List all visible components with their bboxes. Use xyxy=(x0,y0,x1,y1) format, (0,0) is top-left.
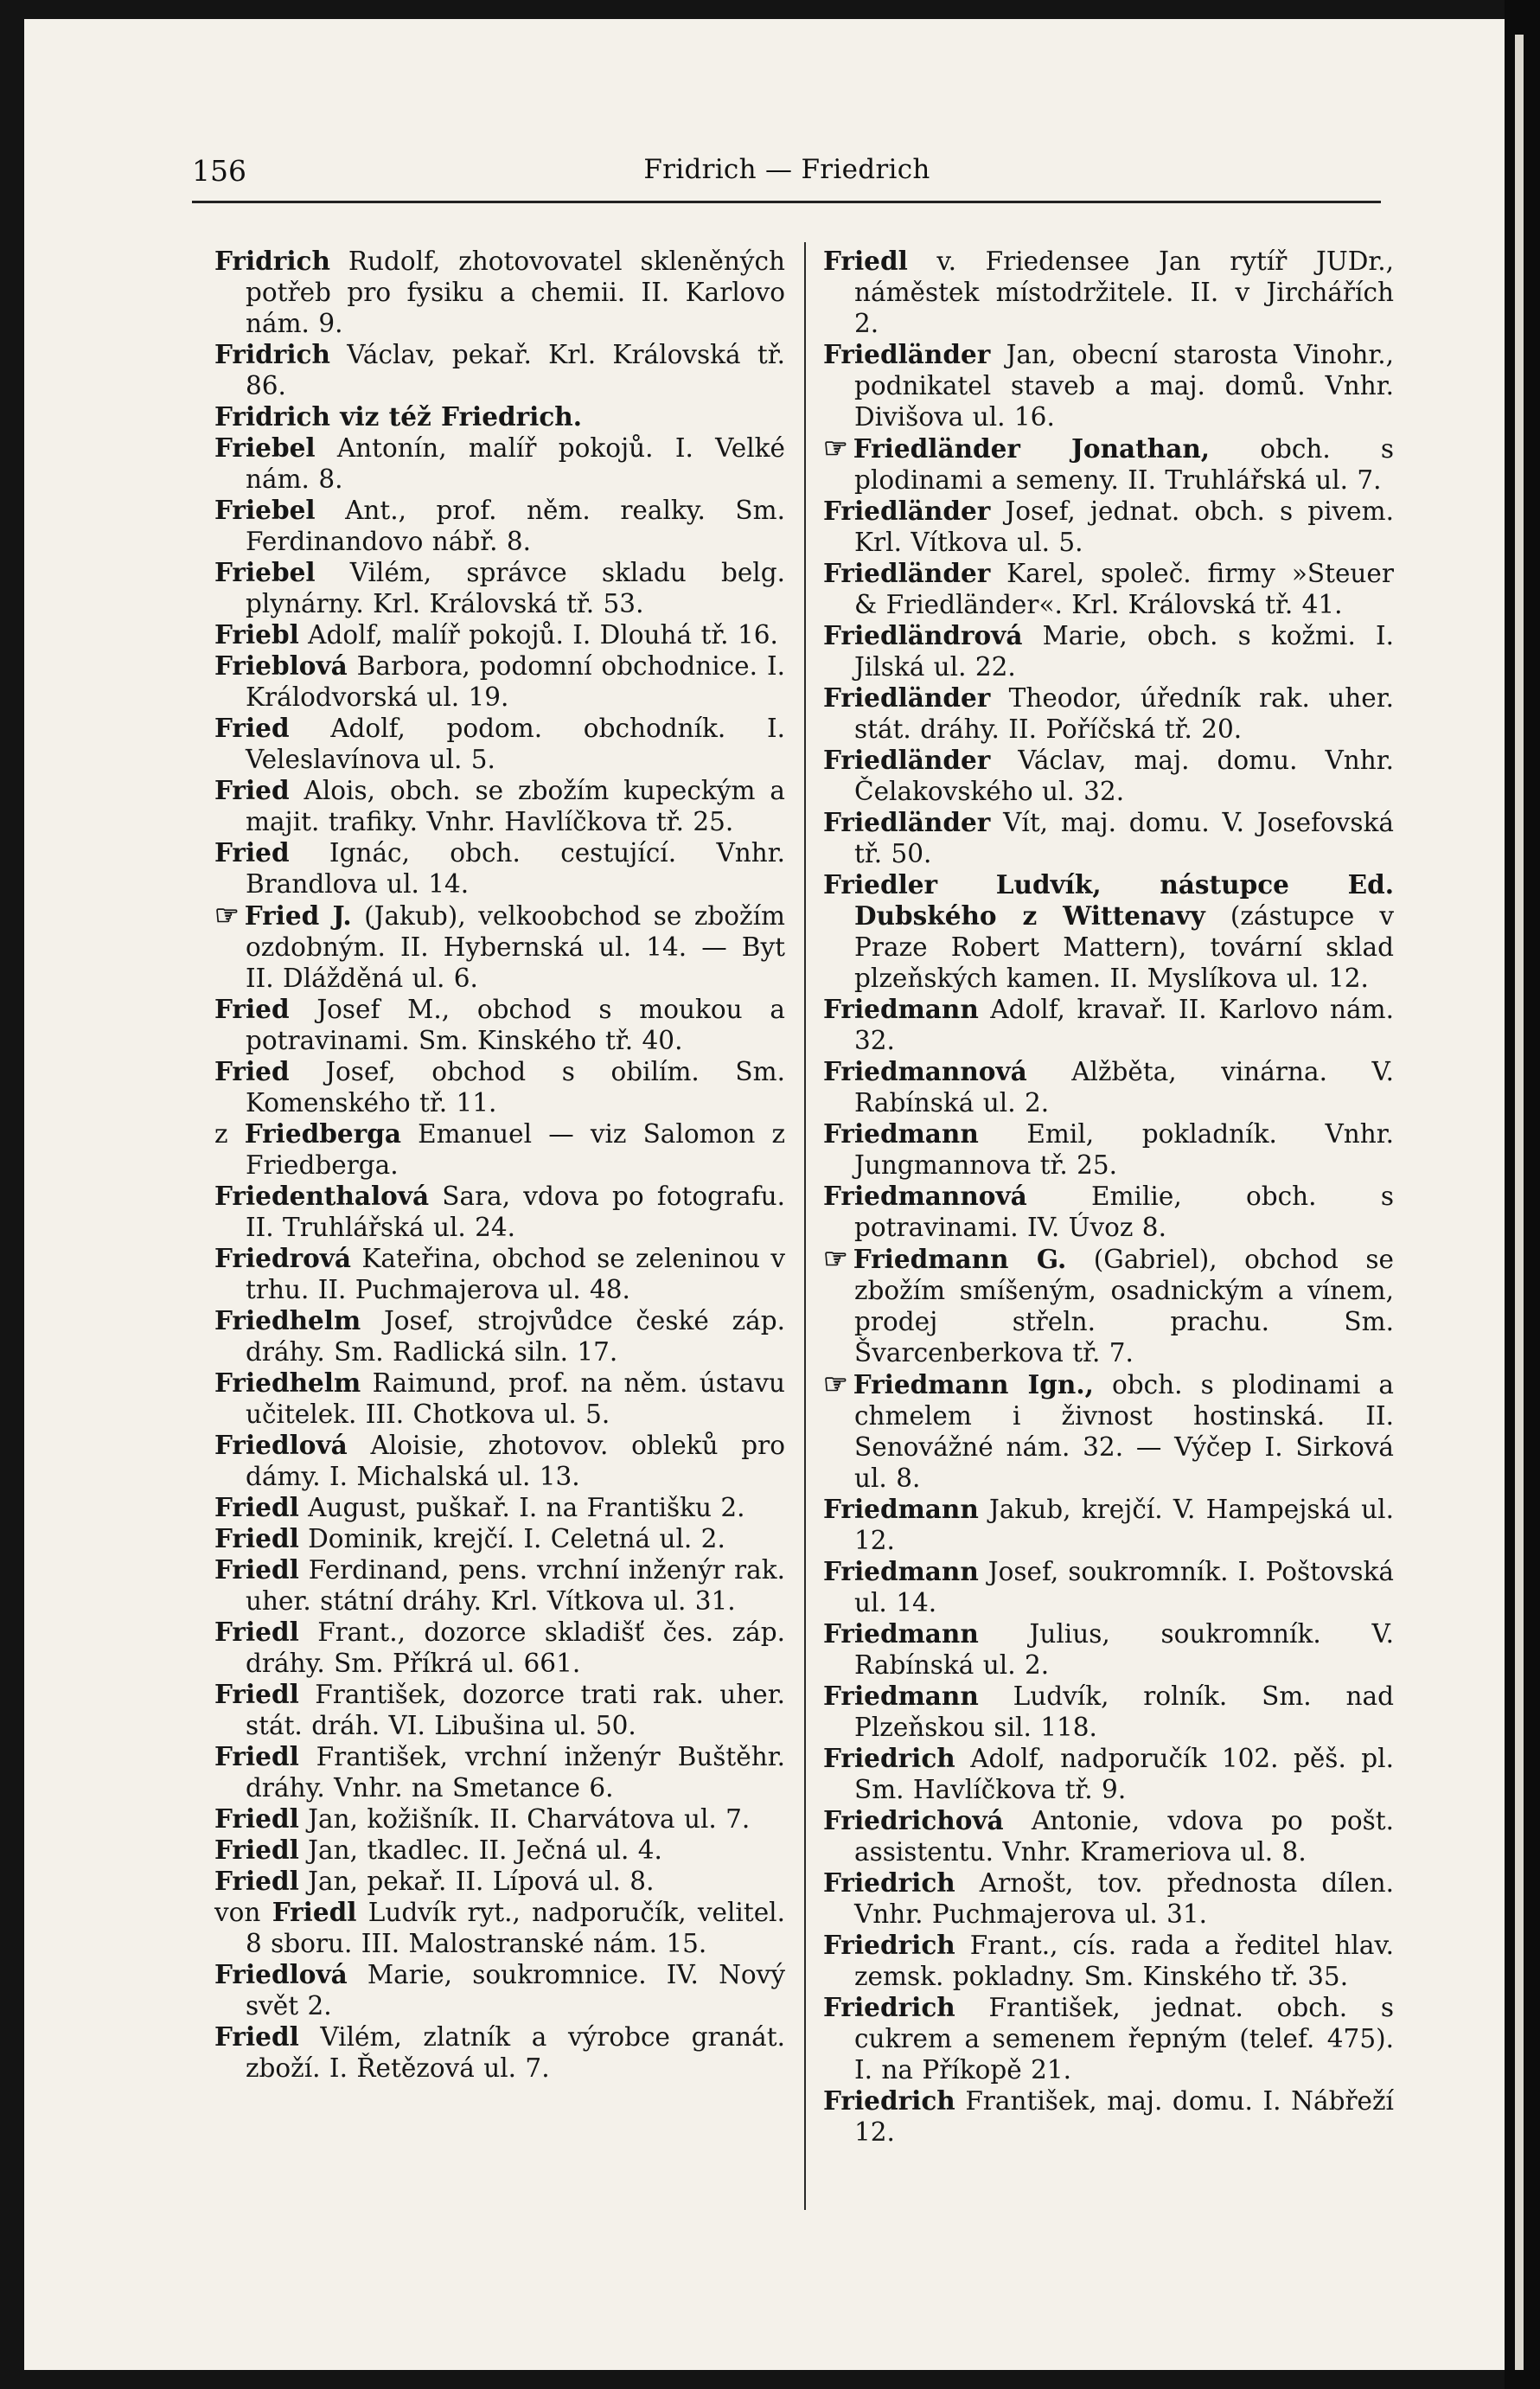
directory-entry xyxy=(214,557,785,619)
entry-details: Aloisie, zhotovov. obleků pro dámy. I. Michalská ul. 13. xyxy=(246,1431,785,1491)
entry-details: František, vrchní inženýr Buštěhr. dráhy. Vnhr. na Smetance 6. xyxy=(246,1742,785,1803)
entry-name: Fridrich viz též Friedrich. xyxy=(214,401,583,432)
directory-entry xyxy=(214,1835,785,1866)
entry-name: Friedländer xyxy=(823,745,991,775)
entry-name: Friedenthalová xyxy=(214,1181,430,1211)
running-title: Fridrich — Friedrich xyxy=(643,154,930,185)
entry-details: Josef, soukromník. I. Poštovská ul. 14. xyxy=(854,1557,1394,1617)
directory-entry xyxy=(214,900,785,994)
entry-name: Friedländer xyxy=(823,682,991,713)
entry-details: Arnošt, tov. přednosta dílen. Vnhr. Puchmajerova ul. 31. xyxy=(854,1868,1394,1929)
entry-name: Friedl xyxy=(823,246,908,276)
entry-name: Friebel xyxy=(214,432,316,463)
entry-name: Fridrich xyxy=(214,339,330,369)
pointing-hand-icon: ☞ xyxy=(214,899,240,932)
entry-details: Ant., prof. něm. realky. Sm. Ferdinandovo nábř. 8. xyxy=(246,496,785,556)
entry-name: Friedländer xyxy=(823,807,991,837)
entry-name: Friedhelm xyxy=(214,1305,361,1335)
entry-name: Friedmann G. xyxy=(853,1244,1067,1274)
page-number: 156 xyxy=(192,154,246,188)
entry-details: Alois, obch. se zbožím kupeckým a majit. trafiky. Vnhr. Havlíčkova tř. 25. xyxy=(246,776,785,836)
directory-entry xyxy=(214,1679,785,1741)
directory-entry xyxy=(214,1523,785,1554)
entry-details: Marie, soukromnice. IV. Nový svět 2. xyxy=(246,1960,785,2021)
directory-entry xyxy=(214,994,785,1056)
entry-name: Friedmann xyxy=(823,1618,979,1649)
directory-entry xyxy=(823,1368,1394,1494)
entry-name: Friedrich xyxy=(823,2085,955,2116)
entry-details: Adolf, nadporučík 102. pěš. pl. Sm. Havlíčkova tř. 9. xyxy=(854,1744,1394,1804)
entry-details: Julius, soukromník. V. Rabínská ul. 2. xyxy=(854,1619,1394,1680)
entry-details: Theodor, úředník rak. uher. stát. dráhy. II. Poříčská tř. 20. xyxy=(854,683,1394,744)
entry-name: Friedl xyxy=(214,1554,299,1585)
directory-entry xyxy=(823,2085,1394,2148)
directory-entry xyxy=(214,1305,785,1367)
directory-entry xyxy=(214,1243,785,1305)
entry-name: Friedler Ludvík, nástupce Ed. Dubského z Wittenavy xyxy=(823,869,1394,931)
entry-prefix: z xyxy=(214,1119,245,1149)
entry-details: Josef, jednat. obch. s pivem. Krl. Vítkova ul. 5. xyxy=(854,496,1394,557)
entry-details: František, maj. domu. I. Nábřeží 12. xyxy=(854,2086,1394,2147)
entry-name: Friedrová xyxy=(214,1243,352,1273)
entry-details: Emilie, obch. s potravinami. IV. Úvoz 8. xyxy=(854,1182,1394,1242)
directory-entry xyxy=(214,775,785,837)
entry-name: Friedl xyxy=(214,1679,299,1709)
entry-details: August, puškař. I. na Františku 2. xyxy=(298,1493,745,1522)
directory-entry xyxy=(823,339,1394,432)
entry-name: Friedlová xyxy=(214,1430,348,1460)
directory-entry xyxy=(214,432,785,495)
entry-name: Fridrich xyxy=(214,246,330,276)
directory-entry xyxy=(214,1959,785,2021)
entry-name: Friedländrová xyxy=(823,620,1023,650)
directory-entry xyxy=(823,1743,1394,1805)
directory-entry xyxy=(823,432,1394,496)
directory-entry xyxy=(214,1866,785,1897)
directory-entry xyxy=(823,807,1394,869)
directory-entry xyxy=(214,1897,785,1959)
directory-entry xyxy=(823,496,1394,558)
entry-details: Antonie, vdova po pošt. assistentu. Vnhr. Krameriova ul. 8. xyxy=(854,1806,1394,1867)
entry-details: Frant., dozorce skladišť čes. záp. dráhy. Sm. Příkrá ul. 661. xyxy=(246,1617,785,1678)
entry-details: František, dozorce trati rak. uher. stát. dráh. VI. Libušina ul. 50. xyxy=(246,1680,785,1740)
entry-details: Barbora, podomní obchodnice. I. Králodvorská ul. 19. xyxy=(246,651,785,712)
entry-name: Fried xyxy=(214,1056,290,1086)
entry-details: obch. s plodinami a chmelem i živnost hostinská. II. Senovážné nám. 32. — Výčep I. Sirková ul. 8. xyxy=(854,1370,1395,1493)
entry-details: Raimund, prof. na něm. ústavu učitelek. III. Chotkova ul. 5. xyxy=(246,1368,785,1429)
entry-name: Friebl xyxy=(214,619,299,650)
entry-name: Friedländer xyxy=(823,339,991,369)
header-rule xyxy=(192,201,1381,203)
entry-details: Dominik, krejčí. I. Celetná ul. 2. xyxy=(298,1524,725,1553)
directory-entry xyxy=(823,1805,1394,1867)
entry-details: Emil, pokladník. Vnhr. Jungmannova tř. 25. xyxy=(854,1119,1394,1180)
entry-details: obch. s plodinami a semeny. II. Truhlářská ul. 7. xyxy=(854,434,1394,495)
directory-entry xyxy=(214,1430,785,1492)
entry-details: Jan, tkadlec. II. Ječná ul. 4. xyxy=(298,1835,662,1865)
entry-details: Jakub, krejčí. V. Hampejská ul. 12. xyxy=(854,1495,1394,1555)
entry-details: (zástupce v Praze Robert Mattern), tovární sklad plzeňských kamen. II. Myslíkova ul. 12. xyxy=(854,901,1394,993)
entry-details: Jan, kožišník. II. Charvátova ul. 7. xyxy=(298,1804,751,1834)
entry-details: Emanuel — viz Salomon z Friedberga. xyxy=(246,1119,785,1180)
entry-name: Friebel xyxy=(214,557,316,587)
directory-entry xyxy=(823,1618,1394,1681)
directory-entry xyxy=(214,1741,785,1803)
column-divider xyxy=(804,242,806,2210)
entry-details: Ferdinand, pens. vrchní inženýr rak. uher. státní dráhy. Krl. Vítkova ul. 31. xyxy=(246,1555,785,1616)
entry-name: Friedl xyxy=(214,1523,299,1553)
directory-entry xyxy=(823,1243,1394,1368)
directory-entry xyxy=(214,1367,785,1430)
entry-details: Adolf, malíř pokojů. I. Dlouhá tř. 16. xyxy=(298,620,778,650)
directory-entry xyxy=(214,246,785,339)
entry-name: Friedl xyxy=(214,1835,299,1865)
entry-details: František, jednat. obch. s cukrem a semenem řepným (telef. 475). I. na Příkopě 21. xyxy=(854,1993,1394,2085)
entry-name: Friedhelm xyxy=(214,1367,361,1398)
directory-entry xyxy=(823,682,1394,745)
entry-name: Friedlová xyxy=(214,1959,348,1989)
entry-details: Václav, pekař. Krl. Královská tř. 86. xyxy=(246,340,785,400)
directory-entry xyxy=(823,1118,1394,1181)
entry-name: Friedländer xyxy=(823,496,991,526)
directory-entry xyxy=(823,1556,1394,1618)
entry-name: Friedl xyxy=(272,1897,357,1927)
directory-entry xyxy=(823,1930,1394,1992)
entry-details: Vilém, zlatník a výrobce granát. zboží. I. Řetězová ul. 7. xyxy=(246,2022,785,2083)
next-page-edge xyxy=(1515,35,1524,2370)
entry-name: Friebel xyxy=(214,495,316,525)
entry-details: Jan, obecní starosta Vinohr., podnikatel staveb a maj. domů. Vnhr. Divišova ul. 16. xyxy=(854,340,1394,432)
entry-details: Antonín, malíř pokojů. I. Velké nám. 8. xyxy=(246,433,785,494)
directory-entry xyxy=(214,1803,785,1835)
directory-entry xyxy=(823,869,1394,994)
directory-entry xyxy=(823,1681,1394,1743)
entry-name: Fried xyxy=(214,713,290,743)
entry-details: Vilém, správce skladu belg. plynárny. Krl. Královská tř. 53. xyxy=(246,558,785,618)
entry-name: Friedländer Jonathan, xyxy=(853,433,1211,464)
entry-details: (Gabriel), obchod se zbožím smíšeným, osadnickým a vínem, prodej střeln. prachu. Sm. Švarcenberkova tř. 7. xyxy=(854,1245,1394,1367)
directory-entry xyxy=(214,401,785,432)
entry-details: Josef, strojvůdce české záp. dráhy. Sm. Radlická siln. 17. xyxy=(246,1306,785,1367)
entry-details: Frant., cís. rada a ředitel hlav. zemsk. pokladny. Sm. Kinského tř. 35. xyxy=(854,1931,1394,1991)
entry-details: Jan, pekař. II. Lípová ul. 8. xyxy=(298,1867,655,1896)
entry-details: Karel, společ. firmy »Steuer & Friedländer«. Krl. Královská tř. 41. xyxy=(854,559,1394,619)
entry-name: Fried xyxy=(214,837,290,868)
directory-entry xyxy=(214,713,785,775)
entry-name: Fried xyxy=(214,994,290,1024)
entry-name: Friedmann xyxy=(823,1556,979,1586)
entry-name: Friedmann Ign., xyxy=(853,1369,1094,1399)
entry-name: Friedrich xyxy=(823,1867,955,1898)
directory-entry xyxy=(823,994,1394,1056)
entry-name: Friedl xyxy=(214,1866,299,1896)
entry-name: Friedmann xyxy=(823,994,979,1024)
entry-name: Friedmannová xyxy=(823,1056,1027,1086)
entry-name: Friedmann xyxy=(823,1494,979,1524)
directory-entry xyxy=(214,2021,785,2084)
entry-name: Fried xyxy=(214,775,290,805)
directory-entry xyxy=(214,1118,785,1181)
entry-name: Friedrich xyxy=(823,1992,955,2022)
entry-name: Frieblová xyxy=(214,650,348,681)
entry-name: Fried J. xyxy=(244,900,352,931)
entry-name: Friedrichová xyxy=(823,1805,1004,1835)
entry-details: Marie, obch. s kožmi. I. Jilská ul. 22. xyxy=(854,621,1394,682)
entry-name: Friedländer xyxy=(823,558,991,588)
entry-details: Václav, maj. domu. Vnhr. Čelakovského ul. 32. xyxy=(854,746,1394,806)
entry-name: Friedrich xyxy=(823,1930,955,1960)
entry-details: Josef M., obchod s moukou a potravinami. Sm. Kinského tř. 40. xyxy=(246,995,785,1055)
directory-entry xyxy=(214,339,785,401)
entry-details: Rudolf, zhotovovatel skleněných potřeb pro fysiku a chemii. II. Karlovo nám. 9. xyxy=(246,247,785,338)
entry-details: Sara, vdova po fotografu. II. Truhlářská ul. 24. xyxy=(246,1182,785,1242)
entry-name: Friedl xyxy=(214,1803,299,1834)
pointing-hand-icon: ☞ xyxy=(823,432,848,464)
directory-entry xyxy=(823,1494,1394,1556)
entry-details: v. Friedensee Jan rytíř JUDr., náměstek místodržitele. II. v Jirchářích 2. xyxy=(854,247,1394,338)
entry-name: Friedberga xyxy=(244,1118,401,1149)
directory-entry xyxy=(823,1992,1394,2085)
entry-name: Friedrich xyxy=(823,1743,955,1773)
left-column xyxy=(214,246,785,2084)
pointing-hand-icon: ☞ xyxy=(823,1367,848,1400)
entry-name: Friedl xyxy=(214,1741,299,1771)
entry-name: Friedmann xyxy=(823,1118,979,1149)
entry-details: Adolf, podom. obchodník. I. Veleslavínova ul. 5. xyxy=(246,714,785,774)
entry-details: (Jakub), velkoobchod se zbožím ozdobným. II. Hybernská ul. 14. — Byt II. Dlážděná ul. 6. xyxy=(246,901,785,993)
directory-entry xyxy=(214,650,785,713)
directory-entry xyxy=(214,1492,785,1523)
entry-name: Friedl xyxy=(214,1492,299,1522)
directory-entry xyxy=(823,558,1394,620)
directory-entry xyxy=(823,745,1394,807)
entry-details: Vít, maj. domu. V. Josefovská tř. 50. xyxy=(854,808,1394,868)
directory-entry xyxy=(823,1181,1394,1243)
entry-name: Friedl xyxy=(214,1617,299,1647)
entry-details: Ignác, obch. cestující. Vnhr. Brandlova ul. 14. xyxy=(246,838,785,899)
directory-entry xyxy=(214,1181,785,1243)
directory-entry xyxy=(823,620,1394,682)
entry-name: Friedl xyxy=(214,2021,299,2052)
entry-name: Friedmannová xyxy=(823,1181,1027,1211)
entry-details: Ludvík, rolník. Sm. nad Plzeňskou sil. 118. xyxy=(854,1681,1394,1742)
entry-details: Kateřina, obchod se zeleninou v trhu. II. Puchmajerova ul. 48. xyxy=(246,1244,785,1304)
entry-details: Ludvík ryt., nadporučík, velitel. 8 sboru. III. Malostranské nám. 15. xyxy=(246,1898,785,1958)
directory-entry xyxy=(214,1617,785,1679)
directory-entry xyxy=(214,495,785,557)
pointing-hand-icon: ☞ xyxy=(823,1242,848,1275)
directory-entry xyxy=(214,1554,785,1617)
entry-name: Friedmann xyxy=(823,1681,979,1711)
entry-details: Alžběta, vinárna. V. Rabínská ul. 2. xyxy=(854,1057,1394,1118)
directory-entry xyxy=(214,1056,785,1118)
directory-entry xyxy=(214,619,785,650)
directory-entry xyxy=(823,1056,1394,1118)
entry-details: Adolf, kravař. II. Karlovo nám. 32. xyxy=(854,995,1394,1055)
directory-entry xyxy=(823,246,1394,339)
directory-entry xyxy=(214,837,785,900)
entry-prefix: von xyxy=(214,1898,272,1927)
right-column xyxy=(823,246,1394,2148)
entry-details: Josef, obchod s obilím. Sm. Komenského tř. 11. xyxy=(246,1057,785,1118)
directory-entry xyxy=(823,1867,1394,1930)
